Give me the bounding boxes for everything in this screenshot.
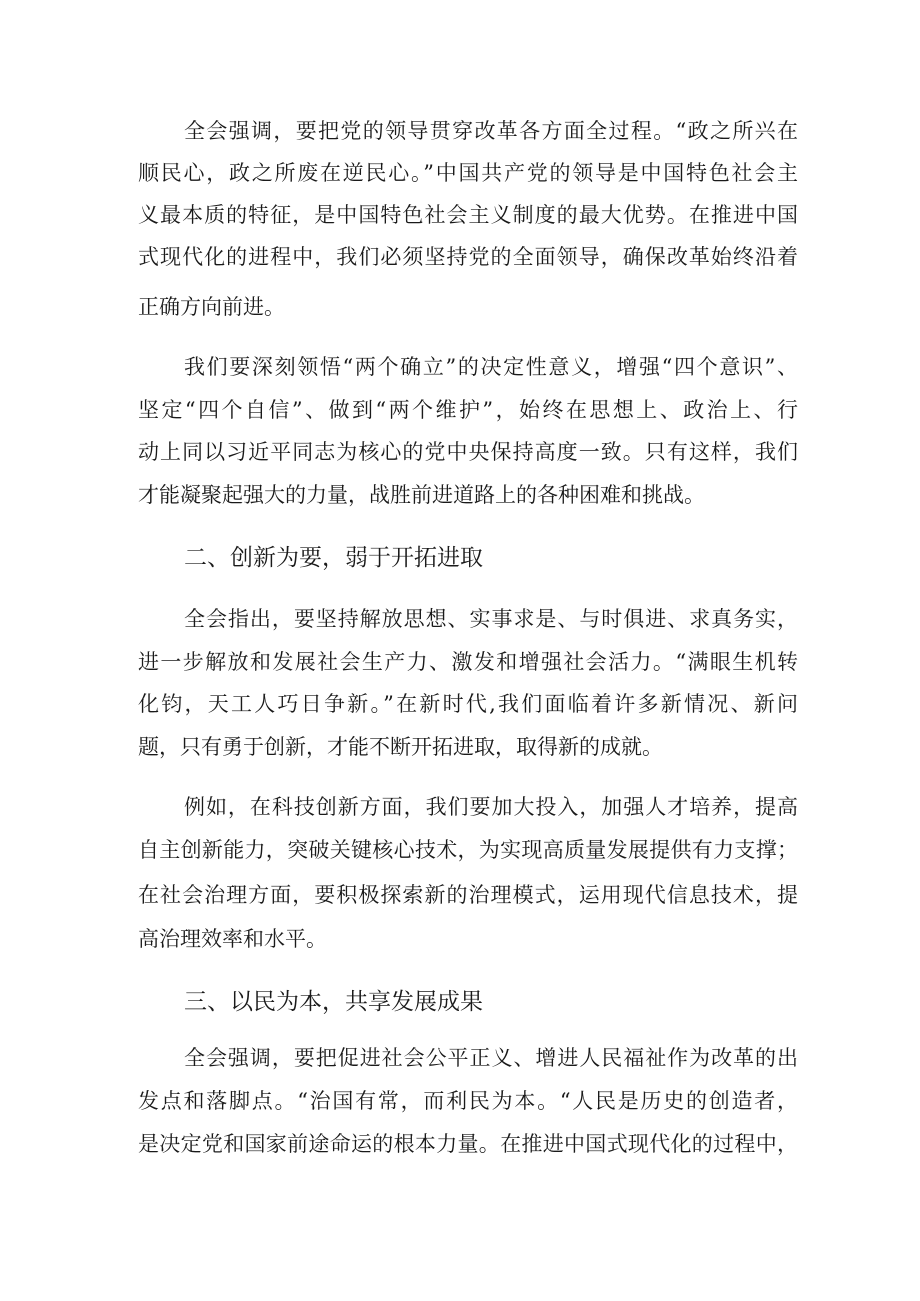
paragraph-5-line-1: 全会强调，要把促进社会公平正义、增进人民福祉作为改革的出 (184, 1046, 798, 1070)
paragraph-2-line-3: 动上同以习近平同志为核心的党中央保持高度一致。只有这样，我们 (138, 440, 798, 464)
paragraph-4-line-1: 例如，在科技创新方面，我们要加大投入，加强人才培养，提高 (184, 795, 798, 819)
paragraph-5-line-2: 发点和落脚点。“治国有常，而利民为本。“人民是历史的创造者， (138, 1089, 798, 1113)
paragraph-1-line-1: 全会强调，要把党的领导贯穿改革各方面全过程。“政之所兴在 (184, 119, 798, 143)
section-heading-2: 二、创新为要，弱于开拓进取 (184, 545, 483, 571)
paragraph-4-line-3: 在社会治理方面，要积极探索新的治理模式，运用现代信息技术，提 (138, 883, 798, 907)
paragraph-2-line-1: 我们要深刻领悟“两个确立”的决定性意义，增强“四个意识”、 (184, 355, 798, 379)
paragraph-3-line-2: 进一步解放和发展社会生产力、激发和增强社会活力。“满眼生机转 (138, 650, 798, 674)
paragraph-2-line-2: 坚定“四个自信”、做到“两个维护”，始终在思想上、政治上、行 (138, 398, 798, 422)
section-heading-3: 三、以民为本，共享发展成果 (184, 989, 483, 1015)
paragraph-1-line-4: 式现代化的进程中，我们必须坚持党的全面领导，确保改革始终沿着 (138, 245, 798, 269)
paragraph-3-line-4: 题，只有勇于创新，才能不断开拓进取，取得新的成就。 (138, 735, 663, 759)
paragraph-1-line-2: 顺民心，政之所废在逆民心。”中国共产党的领导是中国特色社会主 (138, 161, 798, 185)
paragraph-4-line-4: 高治理效率和水平。 (138, 927, 327, 951)
paragraph-5-line-3: 是决定党和国家前途命运的根本力量。在推进中国式现代化的过程中， (138, 1132, 798, 1156)
paragraph-3-line-3: 化钧，天工人巧日争新。”在新时代,我们面临着许多新情况、新问 (138, 692, 798, 716)
paragraph-1-line-5: 正确方向前进。 (138, 295, 285, 319)
paragraph-2-line-4: 才能凝聚起强大的力量，战胜前进道路上的各种困难和挑战。 (138, 483, 705, 507)
paragraph-3-line-1: 全会指出，要坚持解放思想、实事求是、与时俱进、求真务实， (184, 607, 798, 631)
paragraph-1-line-3: 义最本质的特征，是中国特色社会主义制度的最大优势。在推进中国 (138, 203, 798, 227)
paragraph-4-line-2: 自主创新能力，突破关键核心技术，为实现高质量发展提供有力支撑； (138, 838, 798, 862)
